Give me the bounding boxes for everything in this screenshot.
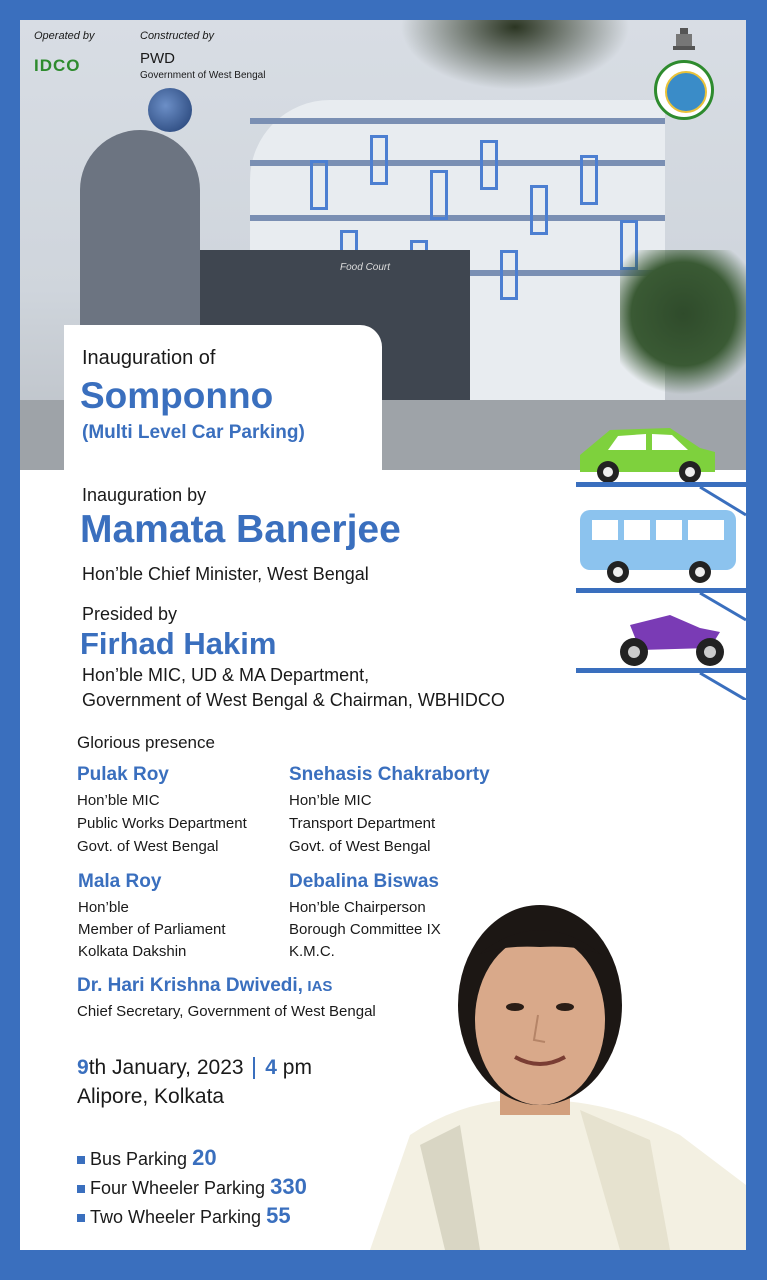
presider-role-2: Government of West Bengal & Chairman, WBHIDCO	[82, 690, 505, 710]
constructor-name: PWD	[140, 50, 175, 67]
guest-role: Govt. of West Bengal	[289, 838, 431, 855]
inaugurator-name: Mamata Banerjee	[80, 508, 401, 551]
event-day: 9	[77, 1056, 89, 1079]
chief-secretary-suffix: IAS	[307, 978, 333, 995]
guest-role: Public Works Department	[77, 815, 247, 832]
project-name: Somponno	[80, 375, 274, 416]
poster-card	[20, 20, 746, 1250]
wb-emblem-icon	[654, 60, 714, 120]
vehicle-rack	[550, 400, 746, 700]
bus-icon	[580, 510, 736, 583]
event-datetime	[77, 1056, 312, 1080]
crest-icon	[667, 26, 701, 56]
guest-name: Debalina Biswas	[289, 871, 439, 892]
tree-leaves	[400, 20, 630, 90]
guest-name: Snehasis Chakraborty	[289, 764, 490, 785]
constructed-by-label: Constructed by	[140, 30, 214, 42]
presider-role-1: Hon’ble MIC, UD & MA Department,	[82, 665, 370, 685]
chief-secretary-name: Dr. Hari Krishna Dwivedi,	[77, 975, 303, 996]
bullet-square-icon	[77, 1185, 85, 1193]
parking-count: 330	[270, 1174, 307, 1199]
parking-label: Two Wheeler Parking	[90, 1207, 262, 1227]
guest-name: Mala Roy	[78, 871, 162, 892]
parking-count: 20	[192, 1145, 217, 1170]
roadside-trees	[620, 250, 746, 410]
parking-label: Bus Parking	[90, 1149, 188, 1169]
guest-name: Pulak Roy	[77, 764, 169, 785]
parking-label: Four Wheeler Parking	[90, 1178, 266, 1198]
parking-count: 55	[266, 1203, 291, 1228]
title-line1: Inauguration of	[82, 347, 216, 369]
guest-role: Borough Committee IX	[289, 921, 441, 938]
inaugurator-role: Hon’ble Chief Minister, West Bengal	[82, 564, 369, 584]
food-court-sign: Food Court	[340, 262, 391, 273]
event-time-unit: pm	[282, 1056, 312, 1079]
operated-by-label: Operated by	[34, 30, 95, 42]
title-box	[64, 325, 382, 475]
guest-role: Hon’ble MIC	[77, 792, 160, 809]
event-place: Alipore, Kolkata	[77, 1085, 225, 1108]
parking-item	[77, 1203, 291, 1229]
presider-name: Firhad Hakim	[80, 626, 277, 661]
car-icon	[580, 428, 715, 483]
guest-role: Kolkata Dakshin	[78, 943, 187, 960]
event-date: th January, 2023	[88, 1056, 244, 1079]
guest-role: Hon’ble Chairperson	[289, 899, 426, 916]
operator-logo: IDCO	[34, 56, 81, 75]
guest-role: K.M.C.	[289, 943, 335, 960]
guest-role: Hon’ble	[78, 899, 129, 916]
guest-role: Govt. of West Bengal	[77, 838, 219, 855]
guest-role: Member of Parliament	[78, 921, 226, 938]
presider-label: Presided by	[82, 604, 178, 624]
chief-secretary-role: Chief Secretary, Government of West Bengal	[77, 1003, 376, 1020]
inaugurator-label: Inauguration by	[82, 485, 207, 505]
guest-role: Hon’ble MIC	[289, 792, 372, 809]
parking-item	[77, 1174, 307, 1200]
date-separator	[253, 1057, 255, 1079]
parking-item	[77, 1145, 217, 1171]
presence-label: Glorious presence	[77, 733, 215, 752]
constructor-subtitle: Government of West Bengal	[140, 70, 266, 81]
event-time-num: 4	[265, 1056, 277, 1079]
project-subtitle: (Multi Level Car Parking)	[82, 422, 305, 443]
bullet-square-icon	[77, 1214, 85, 1222]
chief-secretary-line	[77, 975, 332, 997]
bullet-square-icon	[77, 1156, 85, 1164]
globe-icon	[148, 88, 192, 132]
chief-minister-portrait	[350, 885, 746, 1250]
guest-role: Transport Department	[289, 815, 436, 832]
motorcycle-icon	[620, 615, 724, 666]
